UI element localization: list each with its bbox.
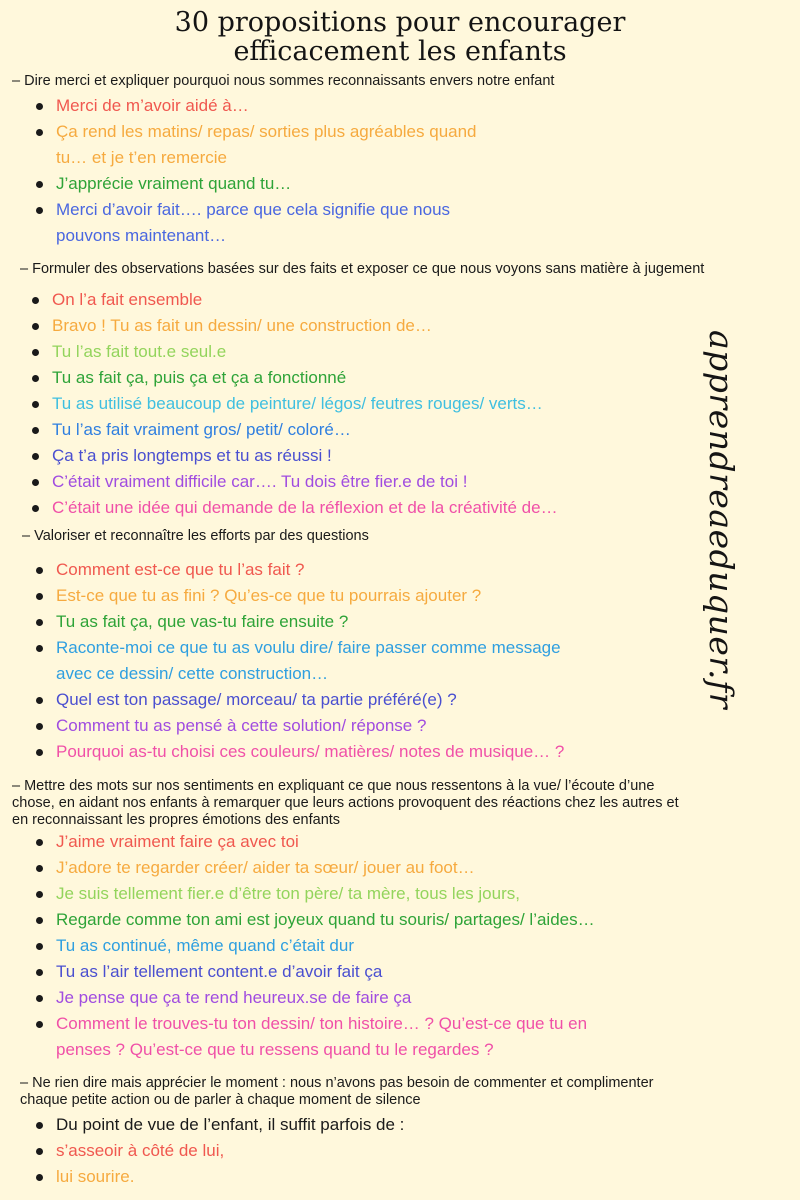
list-item: [36, 1164, 404, 1190]
list-item: [36, 881, 595, 907]
list-item: [36, 933, 595, 959]
item-line: Raconte-moi ce que tu as voulu dire/ faire passer comme message: [56, 638, 561, 657]
section-2-heading: – Formuler des observations basées sur des faits et exposer ce que nous voyons sans matière à jugement: [20, 261, 705, 277]
title-line-2: efficacement les enfants: [233, 36, 567, 67]
bullet-icon: [36, 1122, 43, 1129]
bullet-icon: [36, 969, 43, 976]
section-5-list: [36, 1112, 404, 1190]
list-item: [36, 583, 564, 609]
item-line: tu… et je t’en remercie: [56, 148, 228, 167]
item-line: Tu l’as fait vraiment gros/ petit/ coloré…: [52, 420, 351, 439]
page-title: [0, 8, 800, 66]
item-line: Tu l’as fait tout.e seul.e: [52, 342, 227, 361]
bullet-icon: [36, 645, 43, 652]
list-item: [36, 1138, 404, 1164]
item-line: Du point de vue de l’enfant, il suffit parfois de :: [56, 1115, 405, 1134]
item-line: Tu as l’air tellement content.e d’avoir fait ça: [56, 962, 383, 981]
bullet-icon: [32, 401, 39, 408]
list-item: [36, 855, 595, 881]
bullet-icon: [32, 349, 39, 356]
bullet-icon: [36, 723, 43, 730]
heading-line: – Ne rien dire mais apprécier le moment : nous n’avons pas besoin de commenter et complimenter: [20, 1075, 654, 1091]
item-line: Regarde comme ton ami est joyeux quand tu souris/ partages/ l’aides…: [56, 910, 595, 929]
item-line: pouvons maintenant…: [56, 226, 227, 245]
section-2-list: [32, 287, 558, 521]
bullet-icon: [32, 453, 39, 460]
list-item: [32, 313, 558, 339]
list-item: [36, 985, 595, 1011]
item-line: Pourquoi as-tu choisi ces couleurs/ matières/ notes de musique… ?: [56, 742, 565, 761]
bullet-icon: [36, 749, 43, 756]
item-line: Tu as utilisé beaucoup de peinture/ légos/ feutres rouges/ verts…: [52, 394, 543, 413]
item-line: Ça t’a pris longtemps et tu as réussi !: [52, 446, 332, 465]
brand-watermark: [694, 330, 744, 710]
title-line-1: 30 propositions pour encourager: [174, 7, 626, 38]
bullet-icon: [36, 995, 43, 1002]
list-item: [36, 119, 477, 171]
list-item: [36, 93, 477, 119]
list-item: [32, 287, 558, 313]
item-line: avec ce dessin/ cette construction…: [56, 664, 329, 683]
item-line: Je pense que ça te rend heureux.se de faire ça: [56, 988, 412, 1007]
list-item: [36, 557, 564, 583]
item-line: Tu as fait ça, puis ça et ça a fonctionné: [52, 368, 347, 387]
bullet-icon: [36, 865, 43, 872]
item-line: On l’a fait ensemble: [52, 290, 203, 309]
bullet-icon: [36, 129, 43, 136]
list-item: [32, 391, 558, 417]
section-1-heading: – Dire merci et expliquer pourquoi nous sommes reconnaissants envers notre enfant: [12, 73, 555, 89]
item-line: Comment le trouves-tu ton dessin/ ton histoire… ? Qu’est-ce que tu en: [56, 1014, 588, 1033]
bullet-icon: [32, 427, 39, 434]
list-item: [36, 829, 595, 855]
heading-line: en reconnaissant les propres émotions des enfants: [12, 812, 341, 828]
heading-line: chose, en aidant nos enfants à remarquer que leurs actions provoquent des réactions chez les autres et: [12, 795, 679, 811]
bullet-icon: [36, 567, 43, 574]
bullet-icon: [36, 891, 43, 898]
bullet-icon: [36, 1174, 43, 1181]
item-line: s’asseoir à côté de lui,: [56, 1141, 225, 1160]
bullet-icon: [36, 181, 43, 188]
item-line: Bravo ! Tu as fait un dessin/ une construction de…: [52, 316, 432, 335]
list-item: [36, 1011, 595, 1063]
bullet-icon: [36, 943, 43, 950]
item-line: Merci d’avoir fait…. parce que cela signifie que nous: [56, 200, 451, 219]
bullet-icon: [32, 297, 39, 304]
section-1-list: [36, 93, 477, 249]
bullet-icon: [32, 479, 39, 486]
item-line: Comment tu as pensé à cette solution/ réponse ?: [56, 716, 427, 735]
section-5-heading: [20, 1075, 653, 1109]
list-item: [32, 365, 558, 391]
list-item: [32, 495, 558, 521]
list-item: [36, 713, 564, 739]
item-line: Tu as fait ça, que vas-tu faire ensuite ?: [56, 612, 349, 631]
item-line: J’apprécie vraiment quand tu…: [56, 174, 292, 193]
item-line: Ça rend les matins/ repas/ sorties plus agréables quand: [56, 122, 477, 141]
list-item: [36, 171, 477, 197]
item-line: C’était vraiment difficile car…. Tu dois être fier.e de toi !: [52, 472, 468, 491]
bullet-icon: [36, 619, 43, 626]
section-4-heading: [12, 778, 679, 829]
bullet-icon: [36, 207, 43, 214]
list-item: [32, 443, 558, 469]
list-item: [36, 1112, 404, 1138]
bullet-icon: [36, 103, 43, 110]
list-item: [36, 959, 595, 985]
list-item: [36, 609, 564, 635]
item-line: J’aime vraiment faire ça avec toi: [56, 832, 299, 851]
item-line: Est-ce que tu as fini ? Qu’es-ce que tu pourrais ajouter ?: [56, 586, 482, 605]
bullet-icon: [32, 323, 39, 330]
bullet-icon: [36, 593, 43, 600]
item-line: Merci de m’avoir aidé à…: [56, 96, 249, 115]
bullet-icon: [36, 839, 43, 846]
list-item: [36, 907, 595, 933]
item-line: J’adore te regarder créer/ aider ta sœur/ jouer au foot…: [56, 858, 475, 877]
heading-line: – Mettre des mots sur nos sentiments en expliquant ce que nous ressentons à la vue/ l’écoute d’une: [12, 778, 655, 794]
section-3-heading: – Valoriser et reconnaître les efforts par des questions: [22, 528, 369, 544]
list-item: [36, 739, 564, 765]
brand-text: apprendreaeduquer.fr: [702, 330, 741, 710]
bullet-icon: [32, 505, 39, 512]
section-4-list: [36, 829, 595, 1063]
bullet-icon: [36, 1148, 43, 1155]
heading-line: chaque petite action ou de parler à chaque moment de silence: [20, 1092, 421, 1108]
list-item: [32, 339, 558, 365]
item-line: Je suis tellement fier.e d’être ton père/ ta mère, tous les jours,: [56, 884, 520, 903]
item-line: Tu as continué, même quand c’était dur: [56, 936, 354, 955]
section-3-list: [36, 557, 564, 765]
bullet-icon: [36, 917, 43, 924]
bullet-icon: [32, 375, 39, 382]
list-item: [36, 687, 564, 713]
bullet-icon: [36, 1021, 43, 1028]
list-item: [32, 417, 558, 443]
item-line: penses ? Qu’est-ce que tu ressens quand tu le regardes ?: [56, 1040, 494, 1059]
item-line: C’était une idée qui demande de la réflexion et de la créativité de…: [52, 498, 558, 517]
list-item: [36, 197, 477, 249]
list-item: [36, 635, 564, 687]
list-item: [32, 469, 558, 495]
item-line: Comment est-ce que tu l’as fait ?: [56, 560, 305, 579]
bullet-icon: [36, 697, 43, 704]
item-line: Quel est ton passage/ morceau/ ta partie préféré(e) ?: [56, 690, 457, 709]
item-line: lui sourire.: [56, 1167, 135, 1186]
